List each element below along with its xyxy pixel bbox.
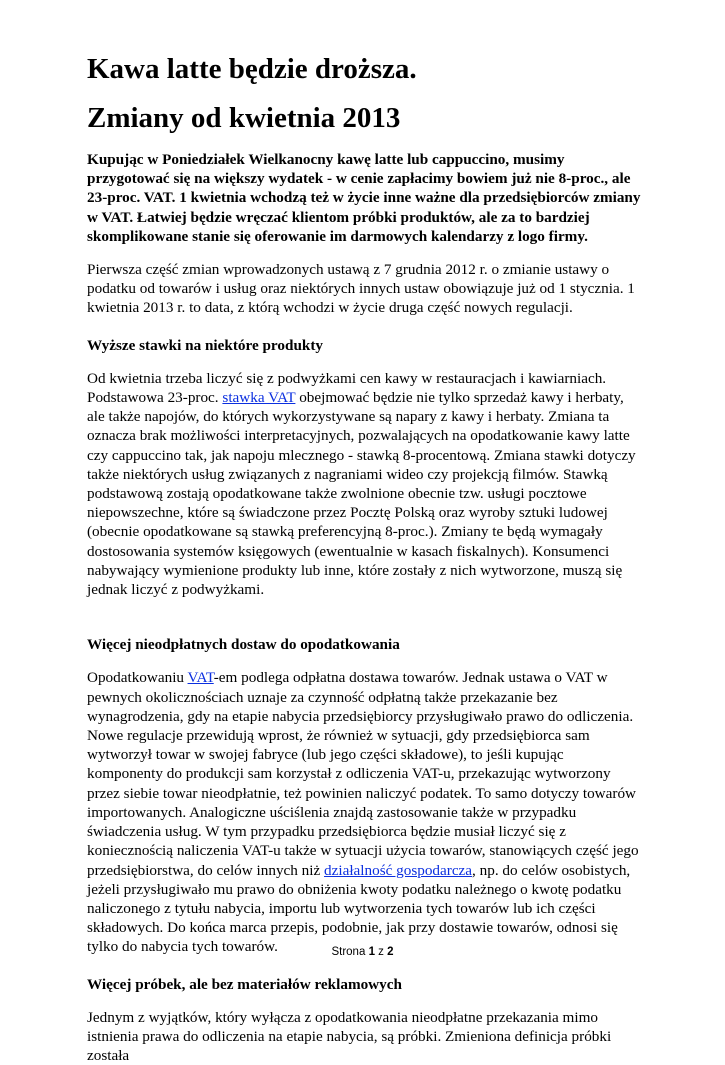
paragraph-2-text-a: Od kwietnia trzeba liczyć się z podwyżkami cen kawy w restauracjach i kawiarniach. Podstawowa 23-proc. [87,369,607,407]
article-subtitle: Zmiany od kwietnia 2013 [87,102,401,134]
link-stawka-vat[interactable]: stawka VAT [222,389,296,407]
link-dzialalnosc-gospodarcza[interactable]: działalność gospodarcza [324,861,473,879]
paragraph-3-text-a: Opodatkowaniu [87,669,188,687]
section-heading-free-supplies: Więcej nieodpłatnych dostaw do opodatkowania [87,636,400,654]
page-footer [0,946,725,958]
footer-page-number: 1 [368,946,375,958]
footer-label: Strona [331,946,366,958]
article-title: Kawa latte będzie droższa. [87,53,417,85]
paragraph-1: Pierwsza część zmian wprowadzonych ustawą z 7 grudnia 2012 r. o zmianie ustawy o podatku od towarów i usług oraz niektórych innych ustaw obowiązuje już od 1 stycznia. 1 kwietnia 2013 r. to data, z którą wchodzi w życie druga część nowych regulacji. [87,261,635,317]
link-vat[interactable]: VAT [187,669,214,687]
paragraph-3-text-c: , np. do celów osobistych, jeżeli przysługiwało mu prawo do obniżenia kwoty podatku należnego o kwotę podatku naliczonego z tytułu nabycia, importu lub wytworzenia tych towarów lub ich części składowych. Do końca marca przepis, podobnie, jak przy dostawie towarów, odnosi się tylko do nabycia tych towarów. [87,861,631,956]
section-heading-samples: Więcej próbek, ale bez materiałów reklamowych [87,975,402,993]
article-body [87,50,643,1065]
section-heading-higher-rates: Wyższe stawki na niektóre produkty [87,336,323,354]
article-lead: Kupując w Poniedziałek Wielkanocny kawę latte lub cappuccino, musimy przygotować się na większy wydatek - w cenie zapłacimy bowiem już nie 8-proc., ale 23-proc. VAT. 1 kwietnia wchodzą też w życie inne ważne dla przedsiębiorców zmiany w VAT. Łatwiej będzie wręczać klientom próbki produktów, ale za to bardziej skomplikowane stanie się oferowanie im darmowych kalendarzy z logo firmy. [87,151,641,245]
footer-of: z [378,946,384,958]
paragraph-2-text-b: obejmować będzie nie tylko sprzedaż kawy i herbaty, ale także napojów, do których wykorzystywane są napary z kawy i herbaty. Zmiana ta oznacza brak możliwości interpretacyjnych, pozwalających na opodatkowanie kawy latte czy cappuccino tak, jak napoju mlecznego - stawką 8-procentową. Zmiana stawki dotyczy także niektórych usług związanych z nagraniami wideo czy projekcją filmów. Stawką podstawową zostają opodatkowane także zwolnione obecnie tzw. usługi pocztowe niepowszechne, które są świadczone przez Pocztę Polską oraz wyroby sztuki ludowej (obecnie opodatkowane są stawką preferencyjną 8-proc.). Zmiany te będą wymagały dostosowania systemów księgowych (ewentualnie w kasach fiskalnych). Konsumenci nabywający wymienione produkty lub inne, które zostały z nich wytworzone, muszą się jednak liczyć z podwyżkami. [87,389,636,599]
paragraph-3-text-b: -em podlega odpłatna dostawa towarów. Jednak ustawa o VAT w pewnych okolicznościach uznaje za czynność odpłatną także przekazanie bez wynagrodzenia, gdy na etapie nabycia przedsiębiorcy przysługiwało prawo do odliczenia. Nowe regulacje przewidują wprost, że również w sytuacji, gdy przedsiębiorca sam wytworzył towar w swojej fabryce (lub jego części składowe), to jeśli kupując komponenty do produkcji sam korzystał z odliczenia VAT-u, przekazując wytworzony przez siebie towar nieodpłatnie, też powinien naliczyć podatek. To samo dotyczy towarów importowanych. Analogiczne uściślenia znajdą zastosowanie także w przypadku świadczenia usług. W tym przypadku przedsiębiorca będzie musiał liczyć się z koniecznością naliczenia VAT-u także w sytuacji użycia towarów, stanowiących część jego przedsiębiorstwa, do celów innych niż [87,669,639,879]
paragraph-4: Jednym z wyjątków, który wyłącza z opodatkowania nieodpłatne przekazania mimo istnienia prawa do odliczenia na etapie nabycia, są próbki. Zmieniona definicja próbki została [87,1008,612,1065]
footer-total-pages: 2 [387,946,394,958]
paragraph-2 [87,369,643,599]
paragraph-3 [87,668,643,956]
